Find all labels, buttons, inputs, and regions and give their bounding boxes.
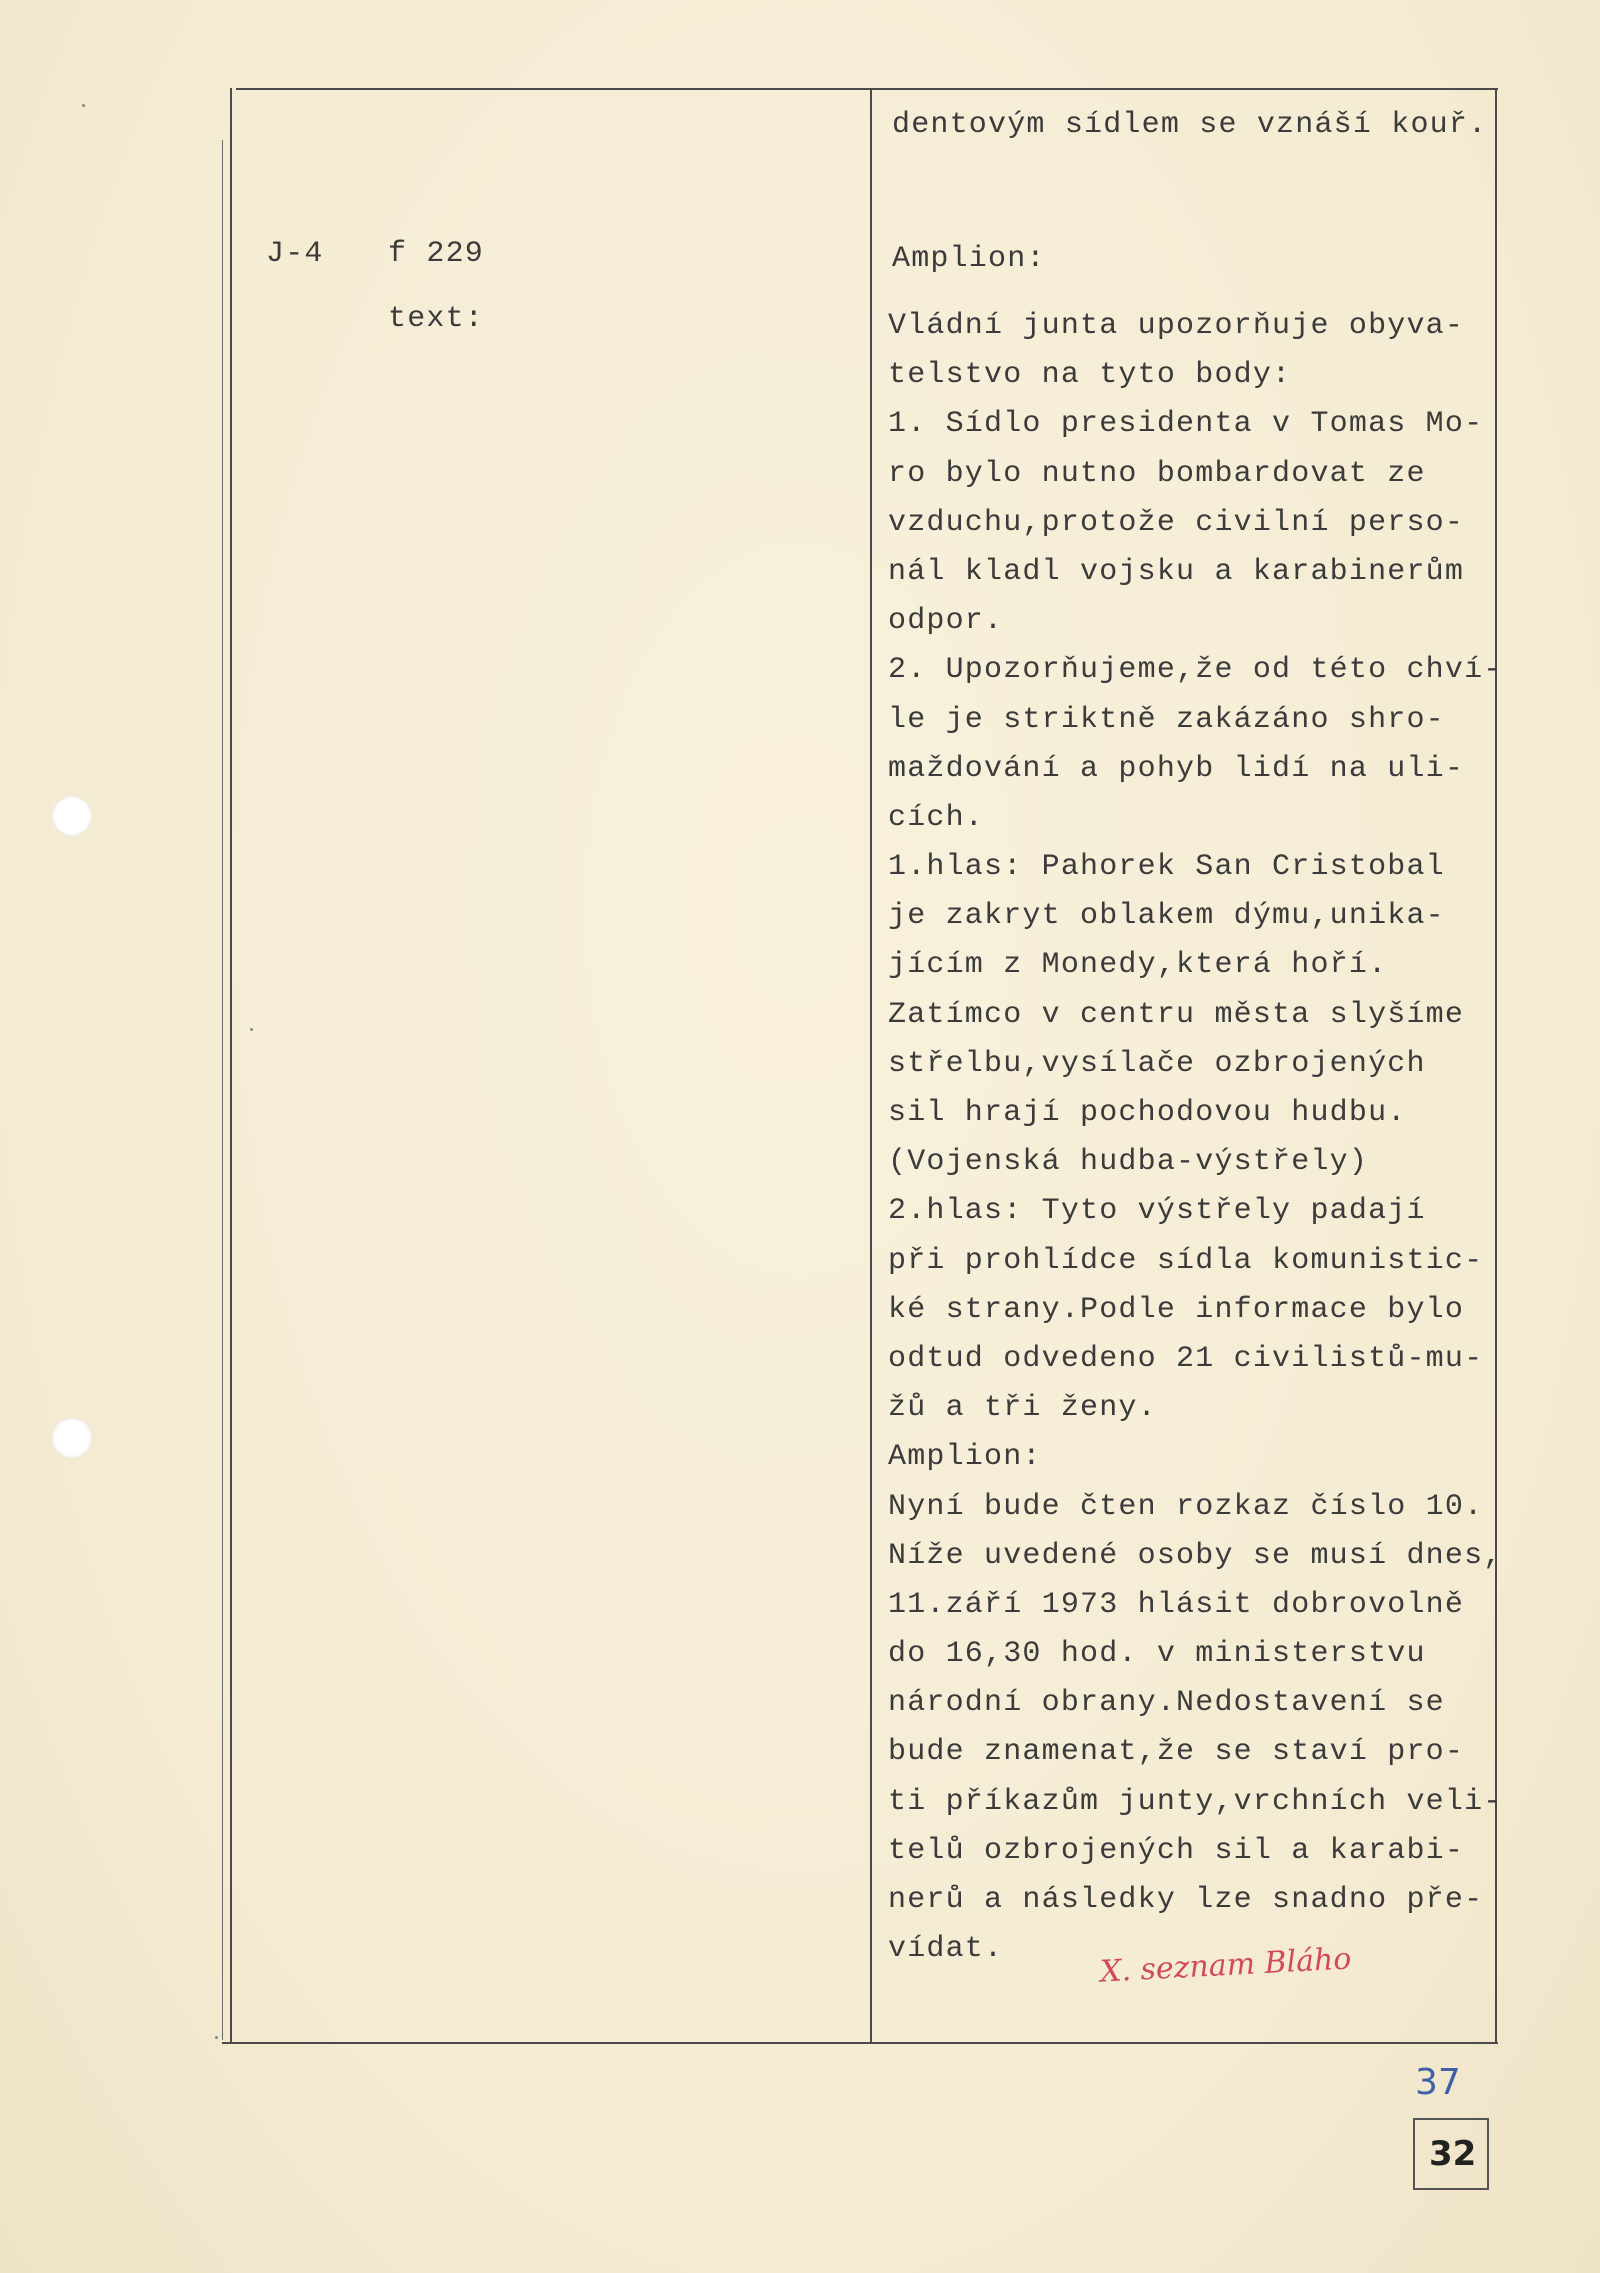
text-label: text: bbox=[388, 302, 485, 336]
script-line: Níže uvedené osoby se musí dnes, bbox=[888, 1538, 1503, 1573]
script-line: le je striktně zakázáno shro- bbox=[888, 702, 1445, 737]
script-line: Amplion: bbox=[888, 1440, 1042, 1475]
table-bottom-border bbox=[222, 2042, 1498, 2044]
script-line: nerů a následky lze snadno pře- bbox=[888, 1883, 1484, 1917]
continuation-text: dentovým sídlem se vznáší kouř. bbox=[892, 108, 1488, 142]
script-line: do 16,30 hod. v ministerstvu bbox=[888, 1637, 1426, 1672]
scene-code: J-4 bbox=[266, 237, 324, 271]
script-line: (Vojenská hudba-výstřely) bbox=[888, 1145, 1369, 1180]
paper-speck bbox=[215, 2036, 218, 2039]
page-number-handwritten: 37 bbox=[1415, 2062, 1461, 2103]
page-number-boxed: 32 bbox=[1429, 2134, 1477, 2174]
speaker-heading: Amplion: bbox=[892, 242, 1046, 276]
script-line: nál kladl vojsku a karabinerům bbox=[888, 554, 1465, 589]
script-line: bude znamenat,že se staví pro- bbox=[888, 1735, 1465, 1770]
table-column-divider bbox=[870, 88, 872, 2042]
punch-hole-top bbox=[52, 796, 92, 836]
script-line: 2. Upozorňujeme,že od této chví- bbox=[888, 653, 1503, 688]
script-line: národní obrany.Nedostavení se bbox=[888, 1686, 1445, 1721]
script-line: ti příkazům junty,vrchních veli- bbox=[888, 1784, 1503, 1819]
script-line: žů a tři ženy. bbox=[888, 1391, 1157, 1426]
script-line: telů ozbrojených sil a karabi- bbox=[888, 1833, 1465, 1868]
paper-speck bbox=[250, 1028, 253, 1031]
script-line: ké strany.Podle informace bylo bbox=[888, 1292, 1465, 1327]
handwritten-note: X. seznam Bláho bbox=[1099, 1941, 1353, 1990]
script-line: 1. Sídlo presidenta v Tomas Mo- bbox=[888, 407, 1484, 442]
table-top-border bbox=[236, 88, 1498, 90]
script-line: odtud odvedeno 21 civilistů-mu- bbox=[888, 1341, 1484, 1376]
script-line: ro bylo nutno bombardovat ze bbox=[888, 456, 1426, 491]
script-body bbox=[888, 302, 1528, 1974]
script-line: je zakryt oblakem dýmu,unika- bbox=[888, 899, 1445, 934]
script-line: odpor. bbox=[888, 604, 1004, 639]
script-line: Nyní bude čten rozkaz číslo 10. bbox=[888, 1489, 1484, 1524]
table-left-border bbox=[230, 88, 232, 2044]
paper-speck bbox=[82, 104, 85, 107]
script-line: sil hrají pochodovou hudbu. bbox=[888, 1096, 1407, 1130]
script-line: vídat. bbox=[888, 1932, 1004, 1967]
script-line: maždování a pohyb lidí na uli- bbox=[888, 751, 1465, 786]
script-line: cích. bbox=[888, 800, 985, 835]
script-line: Vládní junta upozorňuje obyva- bbox=[888, 309, 1465, 343]
script-line: 1.hlas: Pahorek San Cristobal bbox=[888, 850, 1445, 885]
page-number-box bbox=[1413, 2118, 1489, 2190]
script-line: při prohlídce sídla komunistic- bbox=[888, 1243, 1484, 1278]
script-line: vzduchu,protože civilní perso- bbox=[888, 505, 1465, 540]
script-line: střelbu,vysílače ozbrojených bbox=[888, 1046, 1426, 1081]
script-line: Zatímco v centru města slyšíme bbox=[888, 997, 1465, 1032]
frame-number: f 229 bbox=[388, 237, 485, 271]
script-line: jícím z Monedy,která hoří. bbox=[888, 948, 1388, 983]
table-left-inner-border bbox=[222, 140, 223, 2040]
script-line: telstvo na tyto body: bbox=[888, 358, 1292, 393]
script-line: 2.hlas: Tyto výstřely padají bbox=[888, 1194, 1426, 1229]
punch-hole-bottom bbox=[52, 1418, 92, 1458]
script-line: 11.září 1973 hlásit dobrovolně bbox=[888, 1587, 1465, 1622]
